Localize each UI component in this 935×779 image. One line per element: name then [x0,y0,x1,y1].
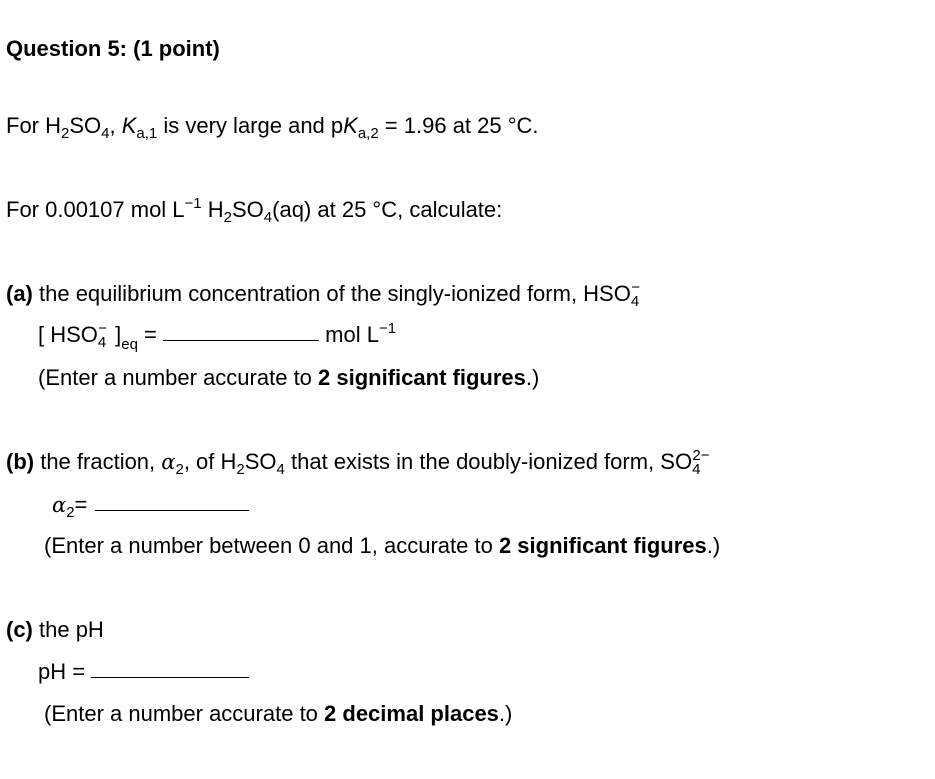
question-title: Question 5: (1 point) [6,36,220,61]
part-a-answer-input[interactable] [163,339,319,341]
part-c-answer-row: pH = [38,659,249,685]
part-a-answer-row: [ $HSO_4^-$ ]$_{eq}$ = mol $L^{-1}$ [38,320,397,353]
part-c-prompt: (c) the pH [6,617,104,642]
part-b-answer-input[interactable] [95,509,249,511]
part-c-answer-input[interactable] [91,676,249,678]
part-a-hint: (Enter a number accurate to 2 significant figures.) [38,365,540,390]
given-statement: For 0.00107 mol $L^{-1}$ $H_2SO_4(aq)$ at 25 °C, calculate: [6,195,503,226]
part-b-hint: (Enter a number between 0 and 1, accurate to 2 significant figures.) [44,533,721,558]
part-b-answer-row: $\alpha_2=$ [52,492,249,518]
part-b-prompt: (b) the fraction, $\alpha_2$, of $H_2SO_4$ that exists in the doubly-ionized form, $SO_4^{2-}$ [6,447,710,478]
part-a-prompt: (a) the equilibrium concentration of the singly-ionized form, $HSO_4^-$ [6,279,640,310]
part-c-hint: (Enter a number accurate to 2 decimal places.) [44,701,513,726]
intro-statement: For $H_2SO_4$, $K_{a,1}$ is very large and $pK_{a,2} = 1.96$ at 25 °C. [6,113,539,142]
